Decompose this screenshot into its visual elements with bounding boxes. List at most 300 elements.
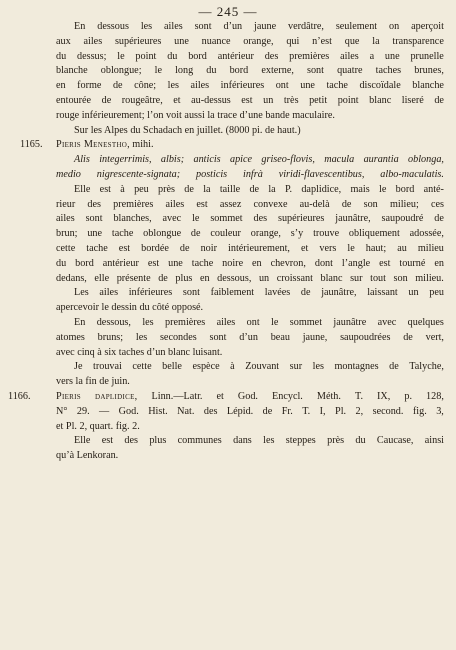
line-text	[56, 405, 444, 420]
word: bord	[395, 183, 415, 195]
word: à	[120, 183, 125, 195]
word: de	[341, 198, 352, 210]
word: la	[203, 183, 211, 195]
word: bord	[229, 65, 249, 77]
line-text	[56, 64, 444, 79]
word: dessous,	[96, 316, 131, 328]
text-line	[0, 360, 456, 375]
line-text: et Pl. 2, quart. fig. 2.	[56, 420, 140, 432]
word: rougeâtre,	[121, 94, 163, 106]
word: point	[337, 94, 359, 106]
word: 29.	[76, 405, 90, 417]
word: de	[403, 331, 413, 343]
word: la	[372, 35, 380, 47]
word: son	[363, 198, 378, 210]
word: à	[230, 361, 235, 373]
word: premières	[113, 198, 154, 210]
word: de	[158, 272, 168, 284]
word: jaune	[254, 21, 277, 32]
text-line	[0, 286, 456, 301]
word: du	[355, 435, 366, 447]
word: en	[56, 80, 66, 92]
word: daplidice,	[95, 390, 138, 402]
word: transparence	[392, 35, 444, 47]
word: IX,	[377, 390, 391, 402]
word: griseo-flovis,	[261, 154, 315, 166]
word: orange,	[243, 35, 274, 47]
line-text	[74, 316, 444, 331]
word: laissant	[367, 287, 398, 299]
word: sont	[194, 21, 212, 32]
word: un	[408, 287, 419, 299]
word: oblongue	[143, 228, 182, 240]
text-line	[0, 94, 456, 109]
word: le	[271, 316, 279, 328]
word: en	[434, 257, 444, 269]
word: du	[56, 257, 67, 269]
line-text	[56, 168, 444, 183]
text-line	[0, 227, 456, 242]
line-text	[74, 434, 444, 449]
word: Caucase,	[376, 435, 414, 447]
word: un	[258, 272, 270, 284]
word: oblonga,	[408, 154, 444, 166]
body-text	[0, 20, 456, 464]
text-line	[0, 331, 456, 346]
word: trouvai	[93, 361, 122, 373]
word: albis;	[160, 154, 185, 166]
word: oblongue;	[100, 65, 142, 77]
word: P.	[284, 183, 293, 195]
word: prunelle	[410, 50, 444, 62]
word: noir	[200, 242, 217, 254]
word: p.	[404, 390, 412, 402]
word: bord	[75, 257, 94, 269]
word: d’un	[239, 331, 258, 343]
word: entourée	[56, 94, 92, 106]
word: dessous	[97, 21, 129, 32]
word: ailes	[340, 50, 359, 62]
word: dessous,	[217, 272, 252, 284]
word: les	[135, 331, 148, 343]
word: faiblement	[210, 287, 255, 299]
word: —	[99, 405, 110, 417]
word: Talyche,	[409, 361, 444, 373]
word: secondes	[159, 331, 197, 343]
word: avec	[377, 316, 397, 328]
word: très	[283, 94, 299, 106]
text-line	[0, 272, 456, 287]
word: petit	[309, 94, 328, 106]
word: cette	[132, 361, 152, 373]
word: belle	[162, 361, 182, 373]
line-text	[56, 35, 444, 50]
word: lavées	[264, 287, 291, 299]
word: est	[99, 183, 111, 195]
word: 3,	[436, 405, 444, 417]
word: les	[312, 361, 324, 373]
word: anticis	[193, 154, 221, 166]
word: ont	[246, 316, 260, 328]
word: En	[74, 316, 86, 328]
word: sur	[289, 361, 303, 373]
word: milieu.	[415, 272, 444, 284]
word: blanches,	[113, 213, 152, 225]
word: le	[192, 213, 200, 225]
word: des	[124, 435, 138, 447]
word: ailes	[164, 21, 183, 32]
word: et	[301, 242, 309, 254]
word: du	[167, 50, 178, 62]
line-text: avec cinq à six taches d’un blanc luisant.	[56, 346, 223, 358]
word: sont	[306, 65, 324, 77]
word: que	[344, 35, 360, 47]
word: noire	[222, 257, 244, 269]
word: En	[74, 21, 86, 32]
word: ces	[430, 198, 444, 210]
word: aux	[56, 35, 71, 47]
word: integerrimis,	[99, 154, 152, 166]
word: nuance	[201, 35, 231, 47]
word: Les	[74, 287, 89, 299]
word: trouve	[313, 228, 340, 240]
text-line	[0, 124, 456, 139]
word: de	[300, 287, 311, 299]
text-line	[0, 434, 456, 449]
line-text	[56, 212, 444, 227]
word: qui	[286, 35, 300, 47]
word: en	[252, 257, 262, 269]
word: de	[249, 183, 260, 195]
word: montagnes	[334, 361, 379, 373]
word: près	[327, 435, 345, 447]
text-line	[0, 64, 456, 79]
word: T.	[302, 405, 311, 417]
word: rieur	[56, 198, 76, 210]
word: du	[56, 50, 67, 62]
entry-line	[0, 390, 456, 405]
word: peu	[429, 287, 444, 299]
word: Elle	[74, 183, 91, 195]
text-line	[0, 375, 456, 390]
word: ailes	[56, 213, 75, 225]
word: Pl.	[335, 405, 347, 417]
word: sommet	[210, 213, 243, 225]
word: les	[263, 435, 275, 447]
word: est	[241, 94, 253, 106]
line-text: Pieris Menestho, mihi.	[56, 139, 154, 151]
word: I,	[319, 405, 326, 417]
word: plus	[175, 272, 193, 284]
word: medio	[56, 168, 81, 180]
word: blanche	[56, 65, 88, 77]
word: sommet	[289, 316, 323, 328]
word: 2,	[355, 405, 364, 417]
word: avec	[162, 213, 182, 225]
word: dans	[233, 435, 252, 447]
word: obliquement	[348, 228, 400, 240]
word: n’est	[312, 35, 332, 47]
word: dedans,	[56, 272, 87, 284]
word: taches	[375, 65, 402, 77]
text-line	[0, 198, 456, 213]
word: au	[397, 242, 407, 254]
text-line	[0, 168, 456, 183]
word: inférieures	[220, 80, 265, 92]
word: liseré	[401, 94, 424, 106]
line-text	[74, 360, 444, 375]
word: ailes	[165, 198, 185, 210]
word: brunes,	[414, 65, 444, 77]
text-line	[0, 109, 456, 124]
entry-number: 1166.	[8, 390, 31, 402]
word: sont	[209, 331, 227, 343]
word: de	[184, 183, 194, 195]
text-line	[0, 79, 456, 94]
word: premières	[289, 50, 330, 62]
word: albo-maculatis.	[380, 168, 444, 180]
word: plus	[149, 435, 167, 447]
word: de	[434, 94, 444, 106]
line-text	[74, 286, 444, 301]
word: elle	[94, 272, 110, 284]
word: beau	[270, 331, 290, 343]
word: quatre	[337, 65, 363, 77]
word: tourné	[399, 257, 426, 269]
word: peu	[134, 183, 149, 195]
line-text	[56, 79, 444, 94]
word: est	[101, 435, 114, 447]
word: point	[135, 50, 157, 62]
word: sont	[182, 287, 200, 299]
word: taille	[219, 183, 241, 195]
word: premières	[165, 316, 206, 328]
page-number: — 245 —	[198, 4, 258, 19]
word: vert,	[425, 331, 444, 343]
word: Hist.	[148, 405, 168, 417]
word: de	[179, 242, 190, 254]
word: supérieures	[114, 35, 162, 47]
word: communes	[177, 435, 222, 447]
word: est	[379, 257, 391, 269]
word: bruns;	[97, 331, 124, 343]
word: ailes	[216, 316, 236, 328]
word: est	[118, 242, 131, 254]
line-text	[56, 227, 444, 242]
word: est	[196, 198, 208, 210]
line-text	[56, 331, 444, 346]
word: T.	[354, 390, 363, 402]
text-line	[0, 35, 456, 50]
word: de	[190, 228, 201, 240]
word: de	[389, 361, 399, 373]
word: second.	[372, 405, 404, 417]
word: ainsi	[424, 435, 444, 447]
word: fig.	[412, 405, 427, 417]
word: 128,	[426, 390, 444, 402]
line-text	[56, 272, 444, 287]
word: forme	[77, 80, 102, 92]
word: les	[140, 21, 153, 32]
word: blanc	[320, 272, 343, 284]
word: mais	[350, 183, 370, 195]
word: son	[393, 272, 408, 284]
word: N°	[56, 405, 68, 417]
line-text	[56, 50, 444, 65]
word: des	[203, 405, 218, 417]
word: tache	[86, 242, 108, 254]
word: brun;	[56, 228, 78, 240]
word: de	[434, 213, 444, 225]
text-line	[0, 420, 456, 435]
word: convexe	[253, 198, 288, 210]
word: Nat.	[177, 405, 195, 417]
line-text: Sur les Alpes du Schadach en juillet. (8000 pi. de haut.)	[74, 124, 301, 136]
word: croissant	[276, 272, 313, 284]
word: steppes	[285, 435, 316, 447]
word: Zouvant	[245, 361, 280, 373]
word: sur	[350, 272, 363, 284]
word: antérieur	[217, 50, 254, 62]
word: vers	[319, 242, 337, 254]
word: au-dessus	[191, 94, 231, 106]
word: a	[369, 50, 375, 62]
word: milieu;	[389, 198, 419, 210]
text-line	[0, 153, 456, 168]
word: orange,	[250, 228, 281, 240]
word: cette	[56, 242, 76, 254]
word: infrà	[243, 168, 263, 180]
word: jaunâtre	[333, 316, 367, 328]
text-line	[0, 183, 456, 198]
word: verdâtre,	[288, 21, 324, 32]
word: au-delà	[299, 198, 330, 210]
entry-number: 1165.	[20, 139, 43, 151]
word: externe,	[261, 65, 294, 77]
word: d’un	[223, 21, 243, 32]
word: une	[384, 50, 400, 62]
word: posticis	[196, 168, 228, 180]
word: une	[174, 35, 189, 47]
word: en	[199, 272, 210, 284]
word: adossée,	[409, 228, 444, 240]
word: des	[253, 213, 268, 225]
line-text	[74, 183, 444, 198]
word: inférieures	[128, 287, 173, 299]
word: Lépid.	[226, 405, 254, 417]
word: sont	[85, 213, 103, 225]
word: haut;	[365, 242, 387, 254]
word: long	[175, 65, 194, 77]
word: Encycl.	[272, 390, 303, 402]
word: viridi-flavescentibus,	[278, 168, 365, 180]
text-line	[0, 257, 456, 272]
line-text: apercevoir le dessin du côté opposé.	[56, 302, 204, 314]
word: les	[142, 316, 154, 328]
word: le	[117, 50, 125, 62]
word: ont	[275, 80, 289, 92]
word: la	[268, 183, 276, 195]
line-text	[56, 94, 444, 109]
word: et	[216, 390, 224, 402]
word: God.	[118, 405, 139, 417]
word: tache	[326, 80, 348, 92]
word: Méth.	[316, 390, 341, 402]
word: tache	[191, 257, 214, 269]
word: saupoudrées	[340, 331, 391, 343]
word: près	[158, 183, 176, 195]
word: de	[112, 80, 123, 92]
word: intérieurement,	[228, 242, 290, 254]
word: un	[263, 94, 274, 106]
word: bord	[188, 50, 207, 62]
word: on	[389, 21, 400, 32]
word: quelques	[407, 316, 444, 328]
word: des	[264, 50, 279, 62]
word: Pieris	[56, 390, 81, 402]
word: le	[347, 242, 355, 254]
word: Je	[74, 361, 83, 373]
text-line	[0, 50, 456, 65]
word: dessus;	[77, 50, 107, 62]
line-text	[56, 242, 444, 257]
word: une	[168, 257, 183, 269]
word: God.	[237, 390, 258, 402]
line-text	[56, 390, 444, 405]
word: assez	[219, 198, 242, 210]
word: une	[87, 228, 103, 240]
word: chevron,	[270, 257, 306, 269]
word: jaunâtre,	[335, 213, 371, 225]
word: atomes	[56, 331, 85, 343]
text-line	[0, 20, 456, 35]
word: les	[167, 80, 179, 92]
word: Linn.—Latr.	[151, 390, 203, 402]
word: est	[147, 257, 160, 269]
word: ailes	[83, 35, 103, 47]
word: discoïdale	[359, 80, 401, 92]
word: Elle	[74, 435, 91, 447]
word: anté-	[423, 183, 444, 195]
text-line	[0, 301, 456, 316]
word: blanc	[369, 94, 392, 106]
word: Alis	[74, 154, 90, 166]
word: espèce	[192, 361, 220, 373]
word: l’angle	[341, 257, 371, 269]
word: présente	[116, 272, 151, 284]
word: nigrescente-signata;	[96, 168, 181, 180]
word: ailes	[99, 287, 119, 299]
word: aperçoit	[411, 21, 444, 32]
text-line	[0, 346, 456, 361]
word: de	[262, 405, 273, 417]
word: dont	[314, 257, 333, 269]
word: macula	[324, 154, 355, 166]
word: aurantia	[363, 154, 399, 166]
word: tache	[111, 228, 134, 240]
word: couleur	[210, 228, 241, 240]
text-line	[0, 316, 456, 331]
word: daplidice,	[301, 183, 342, 195]
word: une	[300, 80, 315, 92]
line-text	[74, 20, 444, 35]
line-text	[56, 198, 444, 213]
word: et	[173, 94, 181, 106]
line-text: qu’à Lenkoran.	[56, 450, 119, 462]
text-line	[0, 449, 456, 464]
word: de	[101, 94, 112, 106]
word: le	[154, 65, 162, 77]
